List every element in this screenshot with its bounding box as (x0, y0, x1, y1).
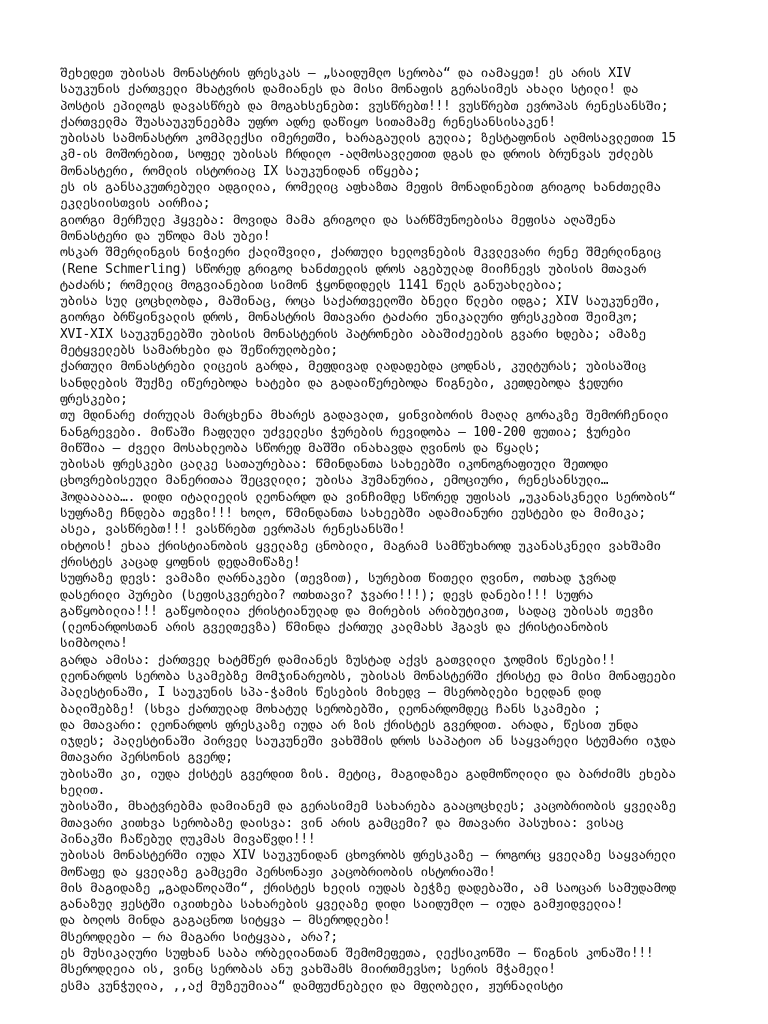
text-line: კმ-ის მოშორებით, სოფელ უბისას ჩრდილო -აღმოსავლეთით დგას და დროის ბრუნვას უძლებს (60, 147, 654, 163)
text-line: ქართველმა შუასაუკუნეებმა უფრო ადრე დაწიყო სითამამე რენესანსისაკენ! (60, 114, 556, 130)
text-line: ბალიშებზე! (სხვა ქართულად მოხატულ სერობებში, ლეონარდომდეც ჩანს სკამები ; (60, 701, 601, 717)
text-line: საუკუნის ქართველი მხატვრის დამიანეს და მისი მონაფის გერასიმეს ახალი სტილი! და (60, 82, 639, 98)
text-line: ქრისტეს კაცად ყოფნის დედამიწაზე! (60, 554, 301, 570)
text-line: მთავარი კითხვა სერობაზე დაისვა: ვინ არის გამცემი? და მთავარი პასუხია: ვისაც (60, 815, 624, 831)
text-line: მის მაგიდაზე „გადაწოლაში“, ქრისტეს ხელის იუდას ბეჭზე დადებაში, ამ საოცარ სამუდამოდ (60, 880, 676, 896)
text-line: ასეა, ვასწრებთ!!! ვასწრებთ ევროპას რენესანსში! (60, 522, 406, 538)
text-line: იჯდეს; პალესტინაში პირველ საუკუნეში ვახშმის დროს საპატიო ან საყვარელი სტუმარი იჯდა (60, 734, 676, 750)
text-line: მიწშია – ძველი მოსახლეობა სწორედ მაშში ინახავდა ღვინოს და წყალს; (60, 440, 541, 456)
text-line: უბისაში კი, იუდა ქისტეს გვერდით ზის. მეტიც, მაგიდაზეა გადმოწოლილი და ბარძიმს ეხება (60, 766, 676, 782)
text-line: ეს მუსიკალური სუფხან საბა ორბელიანთან შემომეფეთა, ლექსიკონში – წიგნის კონაში!!! (60, 946, 654, 962)
text-line: და მთავარი: ლეონარდოს ფრესკაზე იუდა არ ზის ქრისტეს გვერდით. არადა, წესით უნდა (60, 717, 639, 733)
text-line: უბისას ფრესკები ცალკე სათაურებაა: წმინდანთა სახეებში იკონოგრაფიული შეთოდი (60, 457, 609, 473)
text-line: განაზულ ჟესტში იკითხება სახარების ყველაზე დიდი საიდუმლო – იუდა გამჟიდველია! (60, 897, 624, 913)
text-line: გარდა ამისა: ქართველ ხატმწერ დამიანეს ზუსტად აქვს გათვლილი ჯოდმის წესები!! (60, 652, 616, 668)
text-line: გიორგი მერჩულე ჰყვება: მოვიდა მამა გრიგოლი და სარწმუნოებისა მეფისა აღაშენა (60, 212, 616, 228)
text-line: მეტყველებს სამარხები და შეწირულობები; (60, 343, 338, 359)
text-line: ლეონარდოს სერობა სკამებზე მომჯინარეობს, უბისას მონასტერში ქრისტე და მისი მონაფეები (60, 668, 676, 684)
text-line: სუფრაზე ჩნდება თევზი!!! ხოლო, წმინდანთა სახეებში ადამიანური ეუსტები და მიმიკა; (60, 506, 646, 522)
text-line: მოწაფე და ყველაზე გამცემი პერსონაჟი კაცობრიობის ისტორიაში! (60, 864, 496, 880)
text-line: (ლეონარდოსთან არის გველთევზა) წმინდა ქართულ კალმახს ჰგავს და ქრისტიანობის (60, 620, 609, 636)
text-line: უბისას მონასტერში იუდა XIV საუკუნიდან ცხოვრობს ფრესკაზე – როგორც ყველაზე საყვარელი (60, 848, 676, 864)
text-line: სუფრაზე დევს: ვამაზი ღარნაკები (თევზით), სურებით წითელი ღვინო, ოთხად ჯვრად (60, 571, 616, 587)
text-line: ქართული მონასტრები ლიცეის გარდა, მეფდივად ლადადებდა ცოდნას, კულტურას; უბისაშიც (60, 359, 646, 375)
text-line: მსეროდლები – რა მაგარი სიტყვაა, არა?; (60, 929, 338, 945)
text-line: (Rene Schmerling) სწორედ გრიგოლ ხანძთელის დროს აგებულად მიიჩნევს უბისის მთავარ (60, 261, 646, 277)
text-line: გაწყობილია!!! გაწყობილია ქრისტიანულად და მირების არიბუტიკით, სადაც უბისას თევზი (60, 603, 654, 619)
text-line: გიორგი ბრწყინვალის დროს, მონასტრის მთავარი ტაძარი უნიკალური ფრესკებით შეიმკო; (60, 310, 639, 326)
text-line: უბისა სულ ცოცხლობდა, მაშინაც, როცა საქართველოში ბნელი წლები იდგა; XIV საუკუნეში, (60, 294, 661, 310)
text-line: ეს ის განსაკუთრებული ადგილია, რომელიც აფხაზთა მეფის მონადინებით გრიგოლ ხანძთელმა (60, 180, 661, 196)
document-body (60, 66, 720, 995)
text-line: პინაკში ჩაწებულ ღუკმას მივაწვდი!!! (60, 831, 316, 847)
text-line: თუ მდინარე ძირულას მარცხენა მხარეს გადავალთ, ყინვიბორის მაღალ გორაკზე შემორჩენილი (60, 408, 669, 424)
text-line: უბისას სამონასტრო კომპლექსი იმერეთში, ხარაგაულის გულია; ზესტაფონის აღმოსავლეთით 15 (60, 131, 676, 147)
text-line: ტაძარს; რომელიც მოგვიანებით სიმონ ჭყონდიდელს 1141 წელს განუახლებია; (60, 277, 564, 293)
text-line: უბისაში, მხატვრებმა დამიანემ და გერასიმემ სახარება გააცოცხლეს; კაცობრიობის ყველაზე (60, 799, 676, 815)
text-line: მონასტერი და უწოდა მას უბეი! (60, 228, 271, 244)
text-line: ესმა კუნჭულია, ,,აქ მუზეუმიაა“ დამფუძნებელი და მფლობელი, ჟურნალისტი (60, 978, 564, 994)
text-line: და ბოლოს მინდა გაგაცნოთ სიტყვა – მსეროდლები! (60, 913, 391, 929)
text-line: ცხოვრებისეული მანერითაა შეცვლილი; უბისა ჰუმანურია, ემოციური, რენესანსული… (60, 473, 609, 489)
text-line: პალესტინაში, I საუკუნის სპა-ჭამის წესების მიხედვ – მსერობლები ხელდან დიდ (60, 685, 601, 701)
text-line: პოსტის ეპილოგს დავასწრებ და მოგახსენებთ: ვუსწრებთ!!! ვუსწრებთ ევროპას რენესანსში; (60, 98, 669, 114)
text-line: შეხედეთ უბისას მონასტრის ფრესკას – „საიდუმლო სერობა“ და იამაყეთ! ეს არის XIV (60, 66, 631, 81)
text-line: მონასტერი, რომლის ისტორიაც IX საუკუნიდან იწყება; (60, 163, 421, 179)
text-line: სიმბოლოა! (60, 636, 128, 652)
text-line: XVI-XIX საუკუნეებში უბისის მონასტერის პატრონები აბაშიძეების გვარი ხდება; ამაზე (60, 326, 646, 342)
text-line: იხტოის! ეხაა ქრისტიანობის ყველაზე ცნობილი, მაგრამ სამწუხაროდ უკანასკნელი ვახშამი (60, 538, 661, 554)
text-line: ნანგრევები. მიწაში ჩაფლული უძველესი ჭურების რევიდობა – 100-200 ფუთია; ჭურები (60, 424, 631, 440)
text-line: ეკლესიისთვის აირჩია; (60, 196, 211, 212)
text-line: მთავარი პერსონის გვერდ; (60, 750, 233, 766)
text-line: ჰოდააააა…. დიდი იტალიელის ლეონარდო და ვინჩიმდე სწორედ უფისას „უკანასკნელი სერობის“ (60, 489, 676, 505)
text-line: ოსკარ შმერლინგის ნიჭიერი ქალიშვილი, ქართული ხელოვნების მკვლევარი რენე შმერლინგიც (60, 245, 661, 261)
text-line: სანდლების შუქზე იწერებოდა ხატები და გადაიწერებოდა წიგნები, კეთდებოდა ჭედური (60, 375, 624, 391)
text-line: მსეროდლეია ის, ვინც სერობას ანუ ვახშამს მიირთმევსო; სერის მჭამელი! (60, 962, 556, 978)
text-line: დასერილი პურები (სეფისკვერები? ოთხთავი? ჯვარი!!!); დევს დანები!!! სუფრა (60, 587, 594, 603)
text-line: ხელით. (60, 783, 106, 799)
text-line: ფრესკები; (60, 391, 128, 407)
